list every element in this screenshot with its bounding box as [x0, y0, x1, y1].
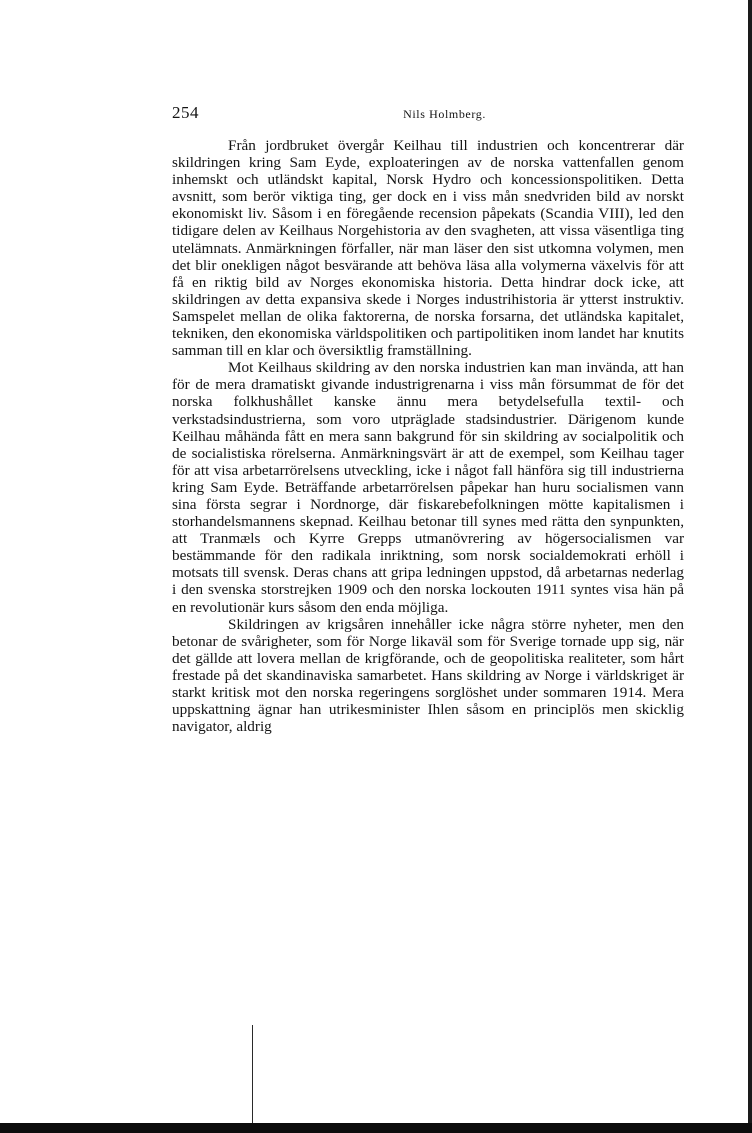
running-head-author: Nils Holmberg.	[403, 107, 486, 121]
body-text	[172, 137, 684, 735]
page-number: 254	[172, 103, 199, 122]
scan-border-bottom	[0, 1123, 752, 1133]
paragraph-industry: Från jordbruket övergår Keilhau till industrien och koncentrerar där skildringen kring Sam Eyde, exploateringen av de norska vattenfallen genom inhemskt och utländskt kapital, Norsk Hydro och koncessionspolitiken. Detta avsnitt, som berör viktiga ting, ger dock en i viss mån snedvriden bild av norskt ekonomiskt liv. Såsom i en föregående recension påpekats (Scandia VIII), led den tidigare delen av Keilhaus Norgehistoria av den svagheten, att vissa väsentliga ting utelämnats. Anmärkningen förfaller, när man läser den sist utkomna volymen, men det blir onekligen något besvärande att behöva läsa alla volymerna växelvis för att få en riktig bild av Norges ekonomiska historia. Detta hindrar dock icke, att skildringen av detta expansiva skede i Norges industrihistoria är ytterst instruktiv. Samspelet mellan de olika faktorerna, de norska forsarna, det utländska kapitalet, tekniken, den ekonomiska världspolitiken och partipolitiken inom landet har knutits samman till en klar och översiktlig framställning.	[172, 137, 684, 360]
scan-border-right	[748, 0, 752, 1133]
paragraph-war-years: Skildringen av krigsåren innehåller icke några större nyheter, men den betonar de svårigheter, som för Norge likaväl som för Sverige tornade upp sig, när det gällde att lovera mellan de krigförande, och de geopolitiska realiteter, som hårt frestade på det skandinaviska samarbetet. Hans skildring av Norge i världskriget är starkt kritisk mot den norska regeringens sorglöshet under sommaren 1914. Mera uppskattning ägnar han utrikesminister Ihlen såsom en principlös men skicklig navigator, aldrig	[172, 615, 684, 736]
page-header	[172, 103, 687, 125]
scan-artifact-line	[252, 1025, 253, 1123]
paragraph-critique: Mot Keilhaus skildring av den norska industrien kan man invända, att han för de mera dramatiskt givande industrigrenarna i viss mån försummat de för det norska folkhushållet kanske ännu mera betydelsefulla textil- och verkstadsindustrierna, som voro utpräglade stadsindustrier. Därigenom kunde Keilhau måhända fått en mera sann bakgrund för sin skildring av socialpolitik och de socialistiska rörelserna. Anmärkningsvärt är att de exempel, som Keilhau tager för att visa arbetarrörelsens utveckling, icke i något fall hänföra sig till industrierna kring Sam Eyde. Beträffande arbetarrörelsen påpekar han huru socialismen vann sina första segrar i Nordnorge, där fiskarebefolkningen mötte kapitalismen i storhandelsmannens skepnad. Keilhau betonar till synes med rätta den synpunkten, att Tranmæls och Kyrre Grepps utmanövrering av högersocialismen var bestämmande för den radikala inriktning, som norsk socialdemokrati erhöll i motsats till svensk. Deras chans att gripa ledningen uppstod, då arbetarnas nederlag i den svenska storstrejken 1909 och den norska lockouten 1911 syntes visa hän på en revolutionär kurs såsom den enda möjliga.	[172, 359, 684, 616]
